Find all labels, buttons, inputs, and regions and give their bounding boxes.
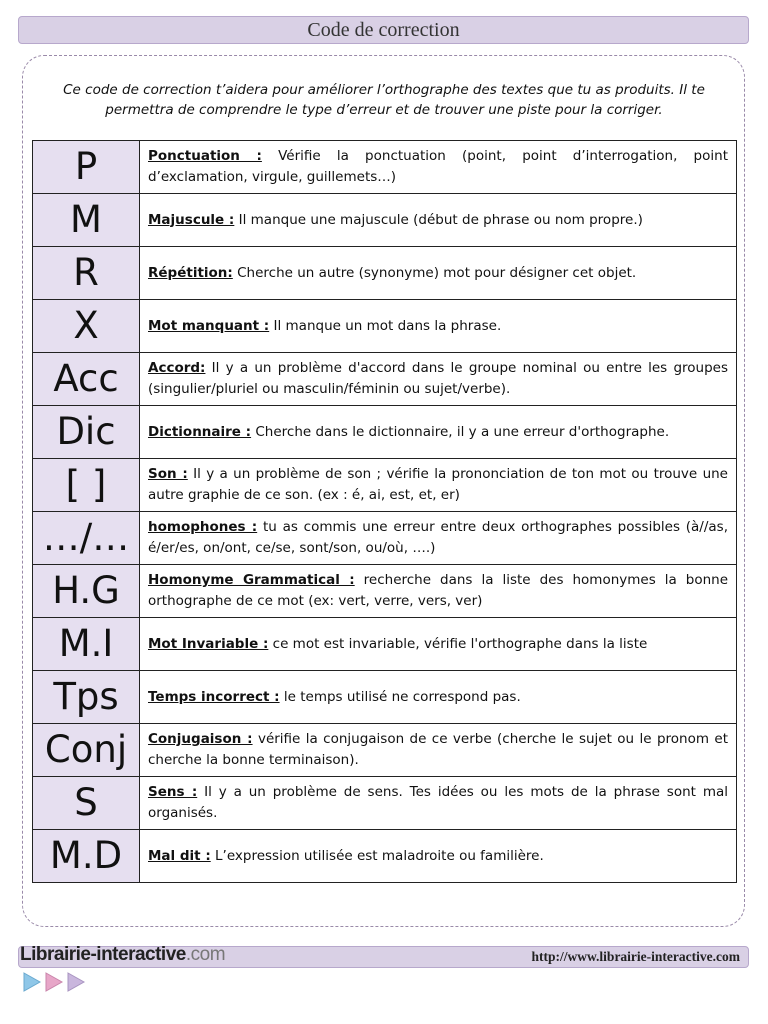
correction-description xyxy=(140,194,737,247)
error-type-label: Ponctuation : xyxy=(148,148,262,164)
correction-description xyxy=(140,353,737,406)
footer-url-link[interactable]: http://www.librairie-interactive.com xyxy=(531,949,740,964)
table-row xyxy=(33,353,737,406)
error-type-label: Répétition: xyxy=(148,264,233,281)
correction-description xyxy=(140,565,737,618)
table-row xyxy=(33,459,737,512)
error-explanation: Il manque un mot dans la phrase. xyxy=(269,317,502,334)
error-type-label: Majuscule : xyxy=(148,211,235,228)
table-row xyxy=(33,618,737,671)
error-type-label: Mot Invariable : xyxy=(148,635,269,652)
correction-code: H.G xyxy=(33,565,140,618)
error-explanation: Vérifie la ponctuation (point, point d’interrogation, point d’exclamation, virgule, guillemets…) xyxy=(148,148,728,185)
play-arrows-icon xyxy=(22,970,92,994)
intro-text: Ce code de correction t’aidera pour améliorer l’orthographe des textes que tu as produits. Il te permettra de comprendre le type d’erreur et de trouver une piste pour la corriger. xyxy=(63,82,705,118)
error-explanation: Il y a un problème de sens. Tes idées ou les mots de la phrase sont mal organisés. xyxy=(148,784,729,821)
correction-description xyxy=(140,830,737,883)
error-type-label: Sens : xyxy=(148,784,198,800)
table-row xyxy=(33,247,737,300)
error-explanation: recherche dans la liste des homonymes la bonne orthographe de ce mot (ex: vert, verre, vers, ver) xyxy=(148,572,728,609)
table-row xyxy=(33,194,737,247)
correction-description xyxy=(140,406,737,459)
correction-code: Conj xyxy=(33,724,140,777)
correction-description xyxy=(140,141,737,194)
logo-main-text: Librairie-interactive xyxy=(20,944,186,965)
correction-code: Tps xyxy=(33,671,140,724)
error-type-label: Temps incorrect : xyxy=(148,688,280,705)
correction-description xyxy=(140,247,737,300)
error-type-label: Son : xyxy=(148,466,188,482)
correction-code: R xyxy=(33,247,140,300)
error-type-label: Accord: xyxy=(148,360,206,376)
error-type-label: Mal dit : xyxy=(148,847,211,864)
correction-code: X xyxy=(33,300,140,353)
error-explanation: Cherche un autre (synonyme) mot pour désigner cet objet. xyxy=(232,264,637,281)
error-type-label: Mot manquant : xyxy=(148,317,270,334)
correction-code: …/… xyxy=(33,512,140,565)
correction-code: M xyxy=(33,194,140,247)
logo-suffix-text: .com xyxy=(185,944,226,965)
librairie-interactive-logo[interactable] xyxy=(20,944,225,968)
error-explanation: L’expression utilisée est maladroite ou familière. xyxy=(210,847,544,864)
correction-description xyxy=(140,459,737,512)
table-row xyxy=(33,830,737,883)
correction-description xyxy=(140,671,737,724)
correction-description xyxy=(140,724,737,777)
correction-code: P xyxy=(33,141,140,194)
table-row xyxy=(33,406,737,459)
table-row xyxy=(33,724,737,777)
error-explanation: Il manque une majuscule (début de phrase ou nom propre.) xyxy=(234,211,643,228)
correction-description xyxy=(140,300,737,353)
correction-code: M.D xyxy=(33,830,140,883)
correction-description xyxy=(140,512,737,565)
table-row xyxy=(33,300,737,353)
error-type-label: Dictionnaire : xyxy=(148,423,252,440)
table-row xyxy=(33,565,737,618)
correction-description xyxy=(140,777,737,830)
error-explanation: tu as commis une erreur entre deux orthographes possibles (à//as, é/er/es, on/ont, ce/se, sont/son, ou/où, ….) xyxy=(148,519,728,556)
correction-code-table xyxy=(32,140,737,883)
table-row xyxy=(33,141,737,194)
correction-code: M.I xyxy=(33,618,140,671)
error-explanation: ce mot est invariable, vérifie l'orthographe dans la liste xyxy=(268,635,648,652)
correction-code: Dic xyxy=(33,406,140,459)
error-type-label: homophones : xyxy=(148,519,258,535)
correction-code: S xyxy=(33,777,140,830)
correction-code: [ ] xyxy=(33,459,140,512)
table-row xyxy=(33,671,737,724)
error-explanation: le temps utilisé ne correspond pas. xyxy=(279,688,521,705)
table-row xyxy=(33,777,737,830)
error-explanation: vérifie la conjugaison de ce verbe (cherche le sujet ou le pronom et cherche la bonne terminaison). xyxy=(148,731,728,768)
correction-code: Acc xyxy=(33,353,140,406)
correction-description xyxy=(140,618,737,671)
page-title: Code de correction xyxy=(307,19,460,41)
title-bar xyxy=(18,16,749,44)
error-type-label: Conjugaison : xyxy=(148,731,253,747)
error-explanation: Il y a un problème de son ; vérifie la prononciation de ton mot ou trouve une autre graphie de ce son. (ex : é, ai, est, et, er) xyxy=(148,466,728,503)
table-row xyxy=(33,512,737,565)
error-explanation: Cherche dans le dictionnaire, il y a une erreur d'orthographe. xyxy=(251,423,670,440)
error-type-label: Homonyme Grammatical : xyxy=(148,572,355,588)
error-explanation: Il y a un problème d'accord dans le groupe nominal ou entre les groupes (singulier/pluriel ou masculin/féminin ou sujet/verbe). xyxy=(148,360,728,397)
